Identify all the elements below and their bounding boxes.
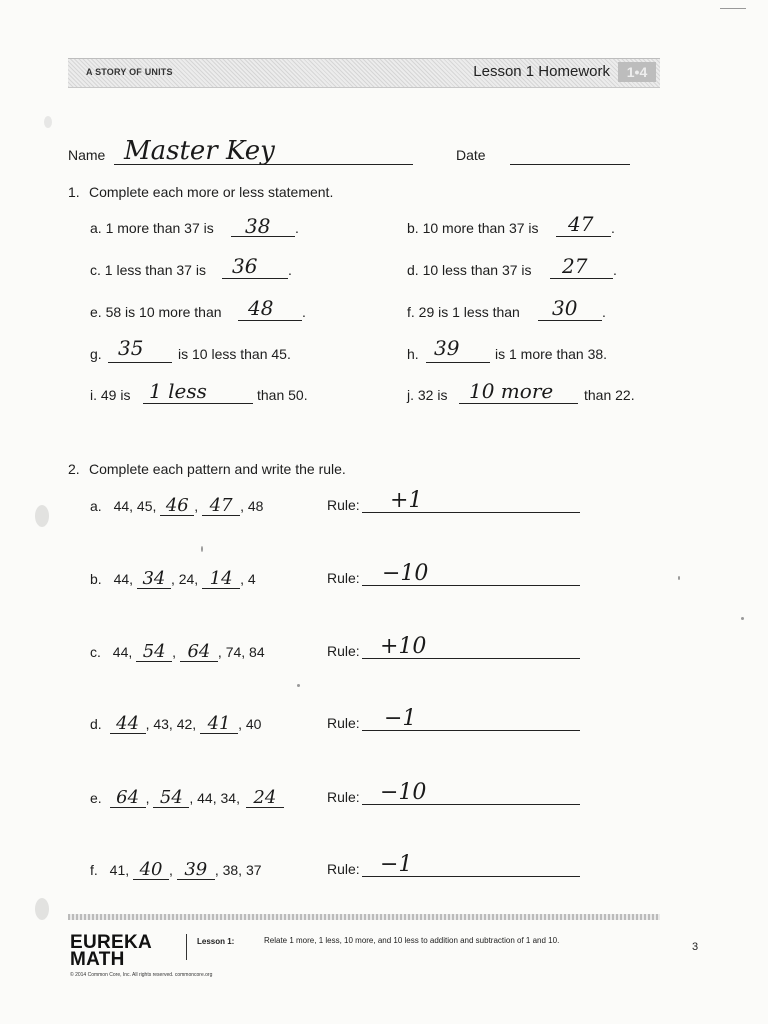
item-text: is 1 more than 38. [495,346,608,362]
q1-item-a [90,220,214,236]
answer-value: 47 [568,212,594,236]
item-text: 58 is 10 more than [105,304,222,320]
q1-item-h: h. [407,346,419,362]
item-letter: f. [90,862,98,878]
eureka-math-logo [70,934,152,968]
pattern-blank[interactable] [202,497,240,516]
pattern-blank[interactable] [202,570,240,589]
scan-speck [678,576,680,580]
header-band [68,58,660,88]
rule-field-b[interactable] [362,561,580,586]
item-text: is 10 less than 45. [178,346,291,362]
pattern-text: 44, 45, [113,498,157,514]
answer-value: 38 [245,214,271,238]
pattern-blank[interactable] [136,643,172,662]
rule-field-e[interactable] [362,780,580,805]
item-text: than 22. [584,387,635,403]
answer-value: 39 [184,859,208,880]
footer-description: Relate 1 more, 1 less, 10 more, and 10 less to addition and subtraction of 1 and 10. [264,936,560,945]
lesson-title: Lesson 1 Homework [473,63,610,80]
q2-item-a [90,497,263,516]
pattern-text: , [145,790,150,806]
item-letter: i. [90,387,97,403]
pattern-text: , [169,862,173,878]
item-letter: e. [90,304,102,320]
scan-speck [720,8,746,9]
pattern-text: 41, [109,862,130,878]
date-label: Date [456,147,486,163]
item-letter: c. [90,644,101,660]
item-period: . [295,220,299,236]
lesson-code: 1•4 [618,62,656,82]
answer-value: 30 [552,296,578,320]
answer-value: 46 [165,495,189,516]
name-value: Master Key [124,136,275,166]
q1-answer-d[interactable] [550,256,613,279]
q1-answer-j[interactable] [459,381,578,404]
pattern-text: , 40 [238,716,262,732]
q2-item-e [90,789,284,808]
rule-label: Rule: [327,789,360,805]
q1-item-j [407,387,447,403]
q1-prompt: Complete each more or less statement. [89,184,334,200]
q2-item-d [90,715,261,734]
answer-value: 64 [116,787,140,808]
q1-answer-f[interactable] [538,298,602,321]
item-text: 10 more than 37 is [422,220,539,236]
rule-field-d[interactable] [362,706,580,731]
scan-speck [201,546,203,552]
pattern-text: , [194,498,199,514]
item-letter: b. [90,571,102,587]
item-text: than 50. [257,387,308,403]
rule-field-a[interactable] [362,488,580,513]
item-text: 1 more than 37 is [105,220,214,236]
pattern-text: 44, [112,644,133,660]
q1-number: 1. [68,184,80,200]
answer-value: 41 [207,713,231,734]
rule-value: −10 [382,561,429,586]
answer-value: 54 [142,641,166,662]
q1-item-g: g. [90,346,102,362]
item-letter: a. [90,498,102,514]
scan-speck [741,617,744,620]
answer-value: 39 [434,336,460,360]
scan-speck [297,684,300,687]
q1-item-i [90,387,130,403]
rule-value: −10 [380,780,427,805]
pattern-text: , [172,644,177,660]
page-number: 3 [692,941,699,953]
q2-item-c [90,643,265,662]
logo-line1: EUREKA [70,932,153,953]
q1-item-f [407,304,520,320]
item-letter: e. [90,790,102,806]
rule-value: −1 [380,852,413,877]
item-letter: b. [407,220,419,236]
q1-item-b [407,220,539,236]
rule-value: +10 [380,634,427,659]
answer-value: 34 [142,568,166,589]
q1-answer-e[interactable] [238,298,302,321]
item-letter: d. [407,262,419,278]
answer-value: 14 [209,568,233,589]
pattern-text: , 44, 34, [189,790,240,806]
pattern-blank[interactable] [110,789,146,808]
answer-value: 36 [232,254,258,278]
q1-answer-g[interactable] [108,336,172,363]
footer-lesson: Lesson 1: [197,937,235,946]
scan-speck [35,505,49,527]
item-period: . [613,262,617,278]
item-letter: j. [407,387,414,403]
answer-value: 54 [159,787,183,808]
item-text: 49 is [100,387,131,403]
item-letter: a. [90,220,102,236]
rule-value: −1 [384,706,417,731]
pattern-text: , 38, 37 [214,862,262,878]
answer-value: 24 [253,787,277,808]
q2-number: 2. [68,461,80,477]
pattern-text: 44, [113,571,134,587]
item-period: . [602,304,606,320]
series-label: A STORY OF UNITS [86,67,173,77]
answer-value: 27 [562,254,588,278]
item-letter: d. [90,716,102,732]
answer-value: 47 [209,495,233,516]
name-field[interactable] [114,136,413,166]
pattern-blank[interactable] [180,643,218,662]
date-field[interactable] [510,142,630,165]
pattern-blank[interactable] [137,570,171,589]
logo-line2: MATH [70,949,125,970]
q2-item-b [90,570,256,589]
pattern-text: , 74, 84 [217,644,265,660]
answer-value: 48 [248,296,274,320]
rule-label: Rule: [327,715,360,731]
pattern-text: , 48 [240,498,264,514]
item-text: 10 less than 37 is [422,262,532,278]
answer-value: 40 [139,859,163,880]
item-period: . [288,262,292,278]
pattern-blank[interactable] [110,715,146,734]
q1-answer-b[interactable] [556,214,611,237]
pattern-blank[interactable] [160,497,194,516]
pattern-text: , 43, 42, [145,716,197,732]
q1-answer-h[interactable] [426,336,490,363]
rule-label: Rule: [327,570,360,586]
answer-value: 1 less [149,379,207,403]
q1-item-c [90,262,206,278]
rule-field-f[interactable] [362,852,580,877]
pattern-blank[interactable] [153,789,189,808]
scan-speck [44,116,52,128]
footer-divider [186,934,187,960]
name-label: Name [68,147,106,163]
pattern-blank[interactable] [177,861,215,880]
answer-value: 35 [118,336,144,360]
pattern-text: , 4 [240,571,256,587]
q2-item-f [90,861,262,880]
pattern-blank[interactable] [246,789,284,808]
item-text: 29 is 1 less than [418,304,520,320]
answer-value: 44 [116,713,140,734]
q1-answer-c[interactable] [222,256,288,279]
rule-value: +1 [390,488,423,513]
item-period: . [611,220,615,236]
q1-item-d [407,262,532,278]
answer-value: 64 [187,641,211,662]
item-text: 1 less than 37 is [104,262,206,278]
item-letter: c. [90,262,101,278]
pattern-text: , 24, [170,571,199,587]
scan-speck [35,898,49,920]
item-letter: f. [407,304,415,320]
q2-prompt: Complete each pattern and write the rule. [89,461,346,477]
q1-answer-a[interactable] [231,214,295,237]
rule-label: Rule: [327,497,360,513]
answer-value: 10 more [469,379,554,403]
rule-label: Rule: [327,643,360,659]
q1-answer-i[interactable] [143,381,253,404]
q1-item-e [90,304,222,320]
pattern-blank[interactable] [133,861,169,880]
item-period: . [302,304,306,320]
footer-band [68,914,660,920]
rule-field-c[interactable] [362,634,580,659]
pattern-blank[interactable] [200,715,238,734]
copyright: © 2014 Common Core, Inc. All rights reserved. commoncore.org [70,972,213,978]
item-text: 32 is [417,387,448,403]
rule-label: Rule: [327,861,360,877]
